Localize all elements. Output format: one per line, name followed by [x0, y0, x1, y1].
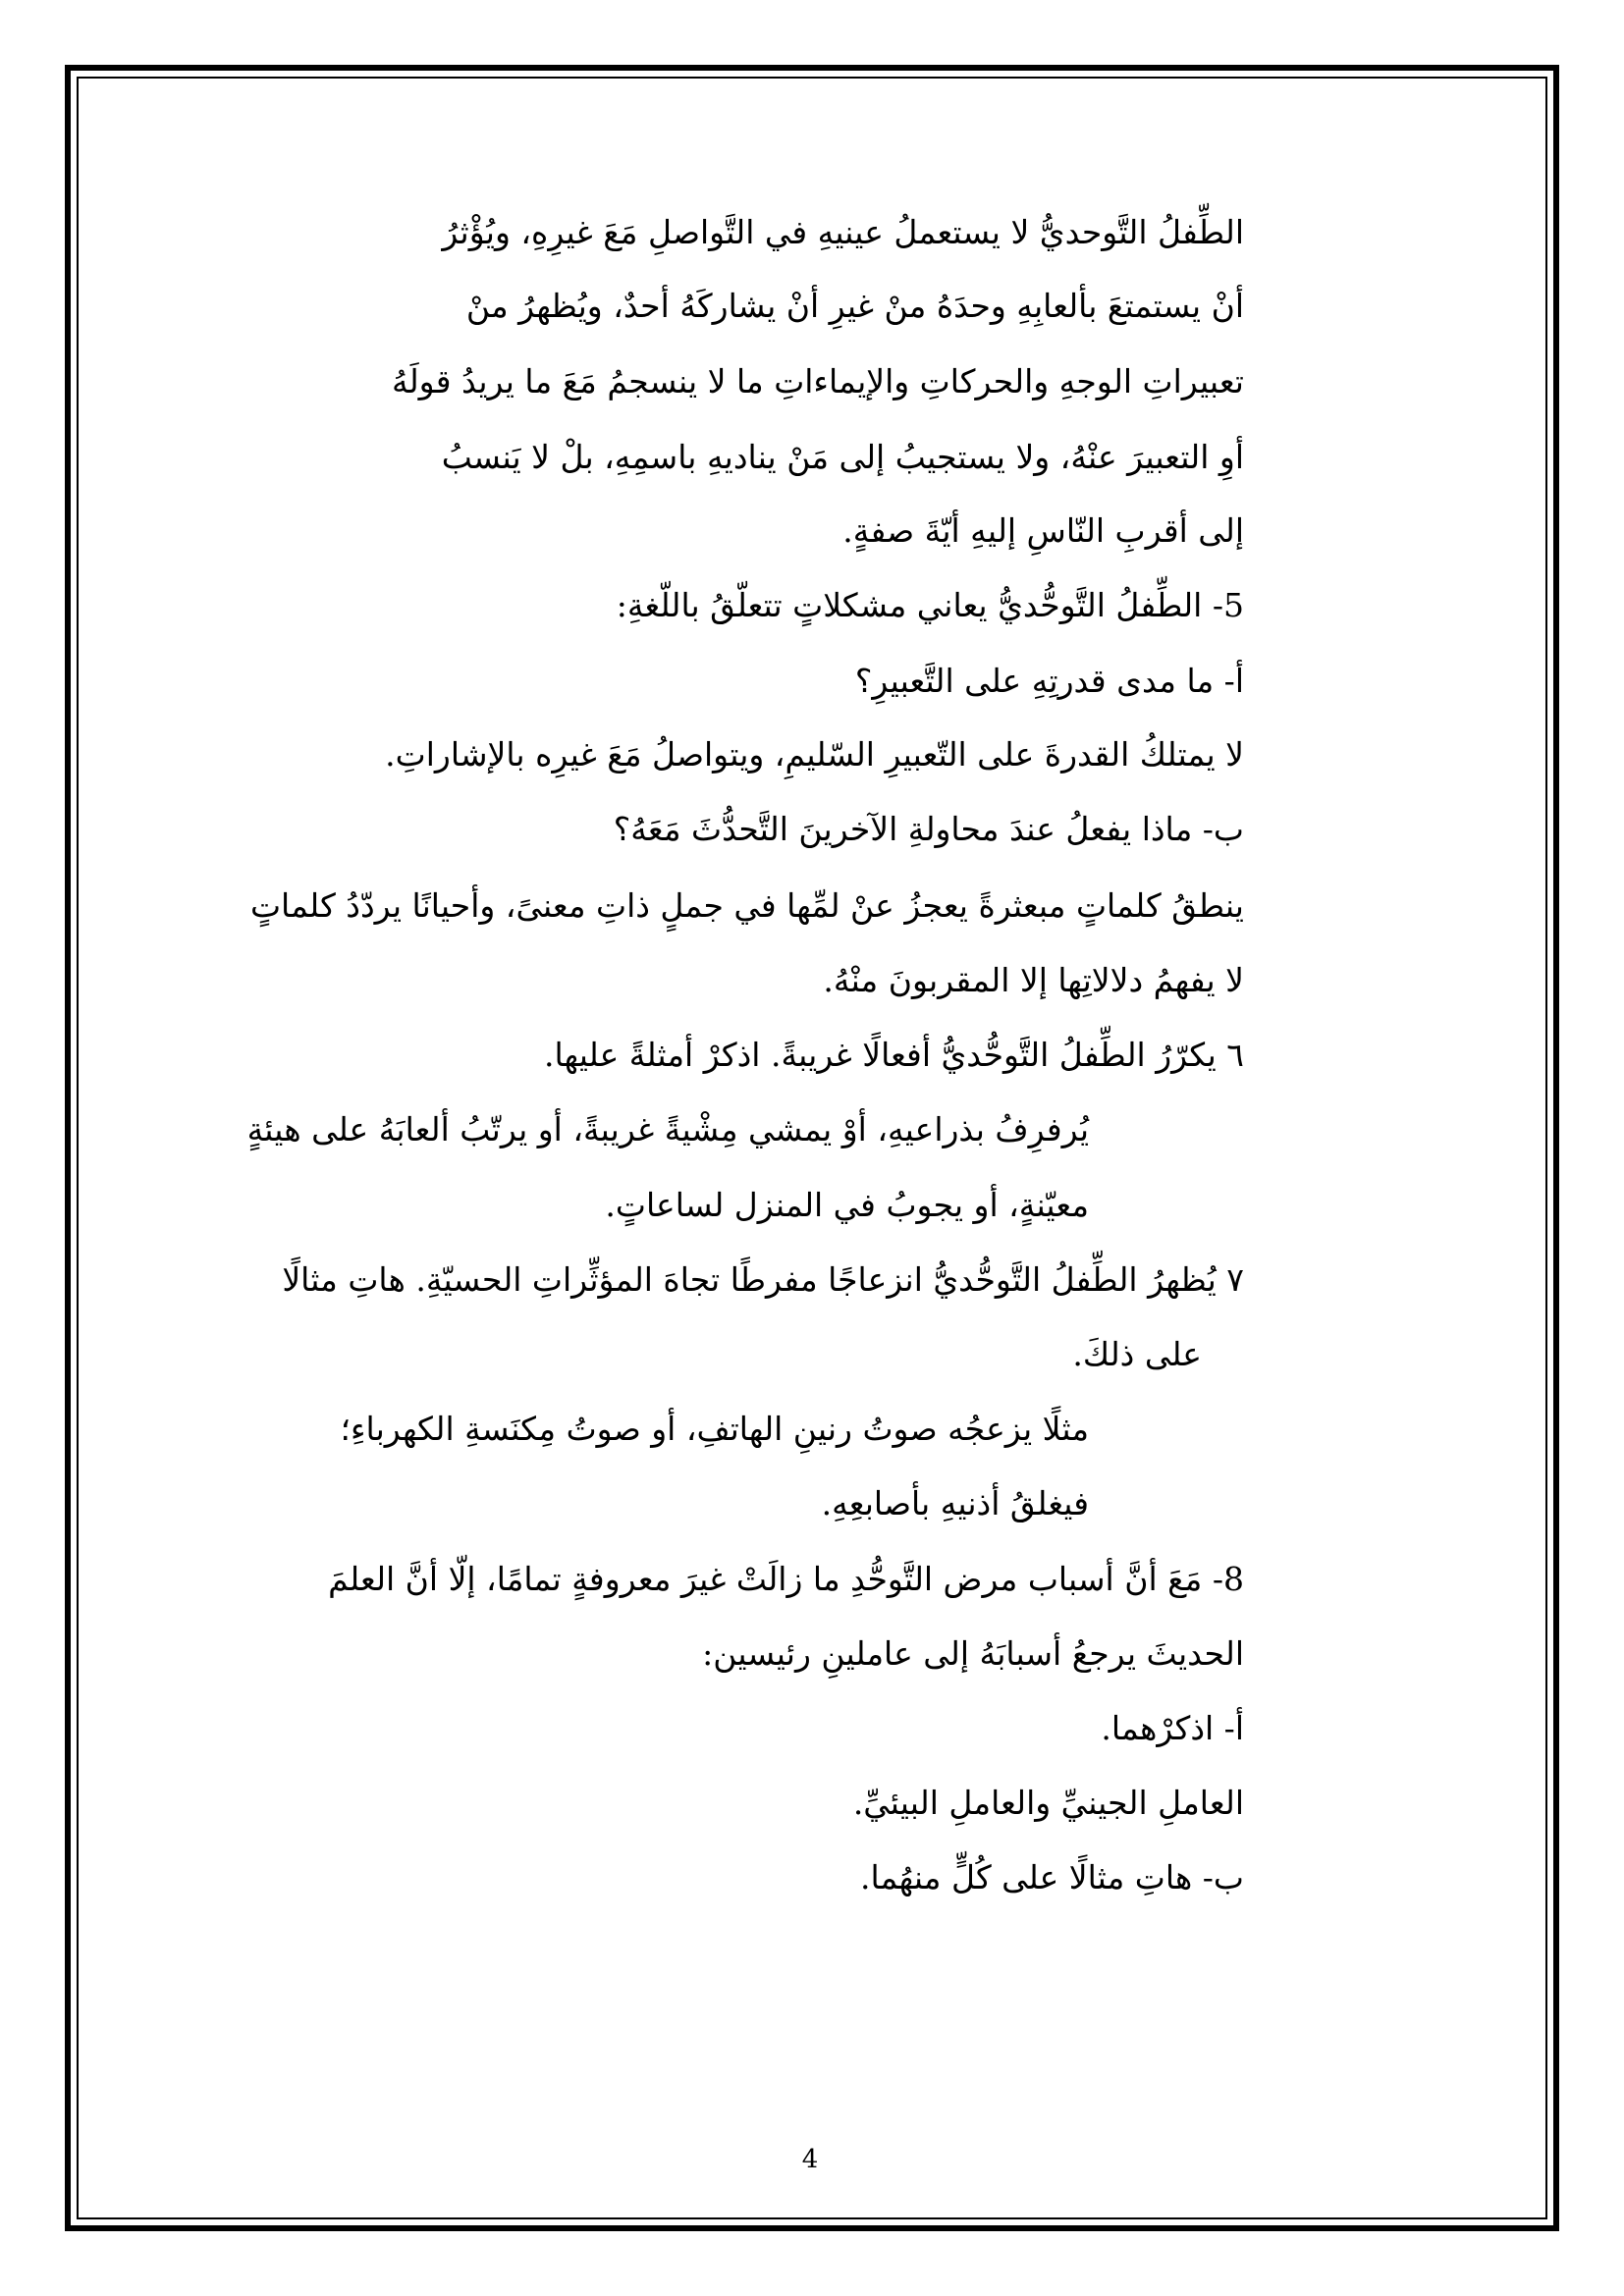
text-line: أوِ التعبيرَ عنْهُ، ولا يستجيبُ إلى مَنْ يناديهِ باسمِهِ، بلْ لا يَنسبُ	[441, 438, 1244, 476]
page-number: 4	[801, 2145, 819, 2174]
text-line: تعبيراتِ الوجهِ والحركاتِ والإيماءاتِ ما لا ينسجمُ مَعَ ما يريدُ قولَهُ	[391, 362, 1244, 400]
question-5a: أ- ما مدى قدرتِهِ على التَّعبيرِ؟	[854, 662, 1244, 700]
text-line: الطِّفلُ التَّوحديُّ لا يستعملُ عينيهِ في التَّواصلِ مَعَ غيرِهِ، ويُؤْثرُ	[442, 213, 1244, 251]
answer-7: فيغلقُ أذنيهِ بأصابعِهِ.	[821, 1484, 1089, 1522]
question-5: 5- الطِّفلُ التَّوحُّديُّ يعاني مشكلاتٍ تتعلّقُ باللّغةِ:	[616, 586, 1244, 624]
answer-5b: لا يفهمُ دلالاتِها إلا المقربونَ منْهُ.	[823, 961, 1244, 999]
question-8: الحديثَ يرجعُ أسبابَهُ إلى عاملينِ رئيسين:	[702, 1634, 1244, 1673]
answer-5a: لا يمتلكُ القدرةَ على التّعبيرِ السّليمِ، ويتواصلُ مَعَ غيرِه بالإشاراتِ.	[385, 735, 1244, 774]
question-5b: ب- ماذا يفعلُ عندَ محاولةِ الآخرينَ التَّحدُّثَ مَعَهُ؟	[613, 810, 1244, 848]
question-8b: ب- هاتِ مثالًا على كُلٍّ منهُما.	[860, 1858, 1244, 1896]
answer-6: يُرفرِفُ بذراعيهِ، أوْ يمشي مِشْيةً غريبةً، أو يرتّبُ ألعابَهُ على هيئةٍ	[246, 1110, 1089, 1148]
answer-8a: العاملِ الجينيِّ والعاملِ البيئيِّ.	[852, 1784, 1244, 1822]
question-8a: أ- اذكرْهما.	[1101, 1709, 1244, 1747]
answer-6: معيّنةٍ، أو يجوبُ في المنزل لساعاتٍ.	[605, 1186, 1089, 1224]
answer-5b: ينطقُ كلماتٍ مبعثرةً يعجزُ عنْ لمِّها في جملٍ ذاتِ معنىً، وأحيانًا يردّدُ كلماتٍ	[249, 886, 1244, 925]
answer-7: مثلًا يزعجُه صوتُ رنينِ الهاتفِ، أو صوتُ مِكنَسةِ الكهرباءِ؛	[340, 1410, 1089, 1448]
question-8: 8- مَعَ أنَّ أسباب مرض التَّوحُّدِ ما زالَتْ غيرَ معروفةٍ تمامًا، إلّا أنَّ العلمَ	[328, 1560, 1244, 1598]
text-line: إلى أقربِ النّاسِ إليهِ أيّةَ صفةٍ.	[842, 511, 1244, 550]
question-7: ٧ يُظهرُ الطِّفلُ التَّوحُّديُّ انزعاجًا مفرطًا تجاهَ المؤثِّراتِ الحسيّةِ. هاتِ مثالًا	[282, 1260, 1244, 1299]
text-line: أنْ يستمتعَ بألعابِهِ وحدَهُ منْ غيرِ أنْ يشاركَهُ أحدٌ، ويُظهرُ منْ	[465, 287, 1244, 325]
question-6: ٦ يكرّرُ الطِّفلُ التَّوحُّديُّ أفعالًا غريبةً. اذكرْ أمثلةً عليها.	[543, 1036, 1244, 1074]
question-7: على ذلكَ.	[1072, 1335, 1202, 1373]
